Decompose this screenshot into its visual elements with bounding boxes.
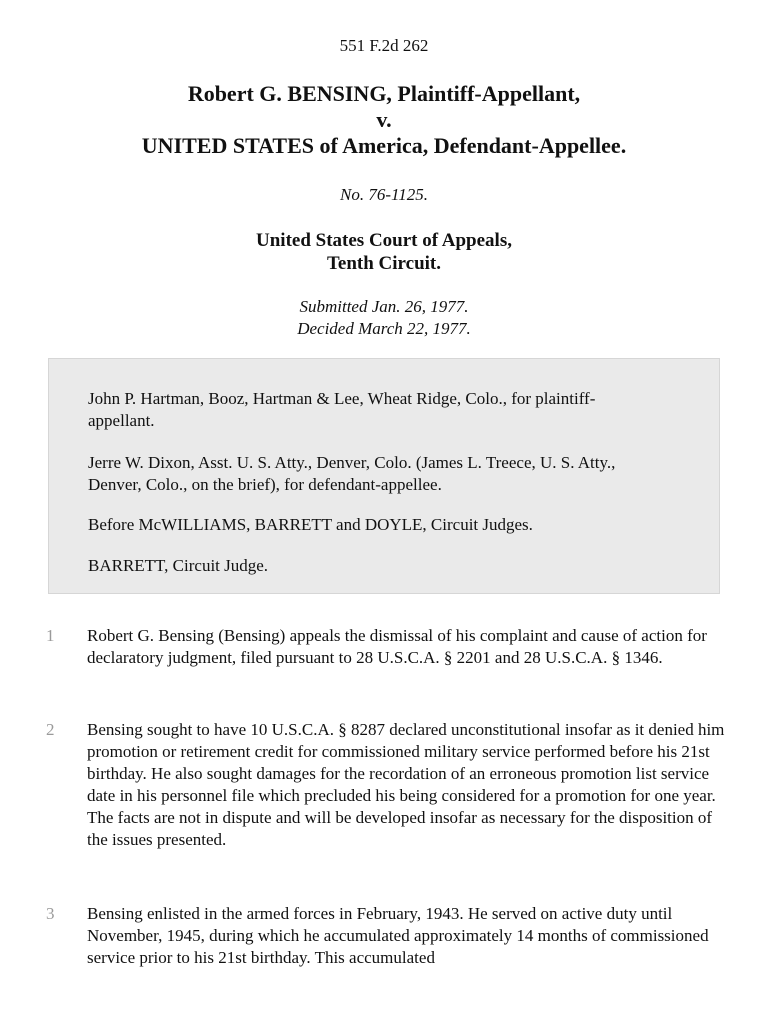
appellee-counsel: Jerre W. Dixon, Asst. U. S. Atty., Denver, Colo. (James L. Treece, U. S. Atty., Denver, Colo., on the brief), for defendant-appellee.: [88, 453, 616, 494]
case-dates: [0, 296, 768, 340]
case-caption: [0, 81, 768, 159]
versus-label: v.: [376, 107, 392, 132]
case-citation: 551 F.2d 262: [339, 36, 429, 55]
paragraph-number: 1: [46, 626, 55, 645]
paragraph-text: Robert G. Bensing (Bensing) appeals the dismissal of his complaint and cause of action for declaratory judgment, filed pursuant to 28 U.S.C.A. § 2201 and 28 U.S.C.A. § 1346.: [87, 626, 707, 667]
paragraph-number: 3: [46, 904, 55, 923]
court-name-line-1: United States Court of Appeals,: [256, 230, 512, 251]
court-name-line-2: Tenth Circuit.: [326, 253, 442, 274]
paragraph-text: Bensing enlisted in the armed forces in February, 1943. He served on active duty until November, 1945, during which he accumulated approximately 14 months of commissioned service prior to his 21st birthday. This accumulated: [87, 904, 709, 967]
judges-panel: Before McWILLIAMS, BARRETT and DOYLE, Circuit Judges.: [88, 515, 533, 534]
plaintiff-name: Robert G. BENSING, Plaintiff-Appellant,: [187, 81, 581, 106]
court-name: [0, 229, 768, 275]
counsel-box: [48, 358, 720, 594]
opinion-author: BARRETT, Circuit Judge.: [88, 556, 269, 575]
appellant-counsel: John P. Hartman, Booz, Hartman & Lee, Wheat Ridge, Colo., for plaintiff-appellant.: [88, 389, 596, 430]
paragraph-text: Bensing sought to have 10 U.S.C.A. § 8287 declared unconstitutional insofar as it denied him promotion or retirement credit for commissioned military service performed before his 21st birthday. He also sought damages for the recordation of an erroneous promotion list service date in his personnel file which precluded his being considered for a promotion for one year. The facts are not in dispute and will be developed insofar as necessary for the disposition of the issues presented.: [87, 720, 725, 849]
paragraph-number: 2: [46, 720, 55, 739]
submitted-date: Submitted Jan. 26, 1977.: [299, 297, 469, 316]
decided-date: Decided March 22, 1977.: [297, 319, 471, 338]
defendant-name: UNITED STATES of America, Defendant-Appellee.: [141, 133, 627, 158]
docket-number: No. 76-1125.: [340, 185, 428, 204]
